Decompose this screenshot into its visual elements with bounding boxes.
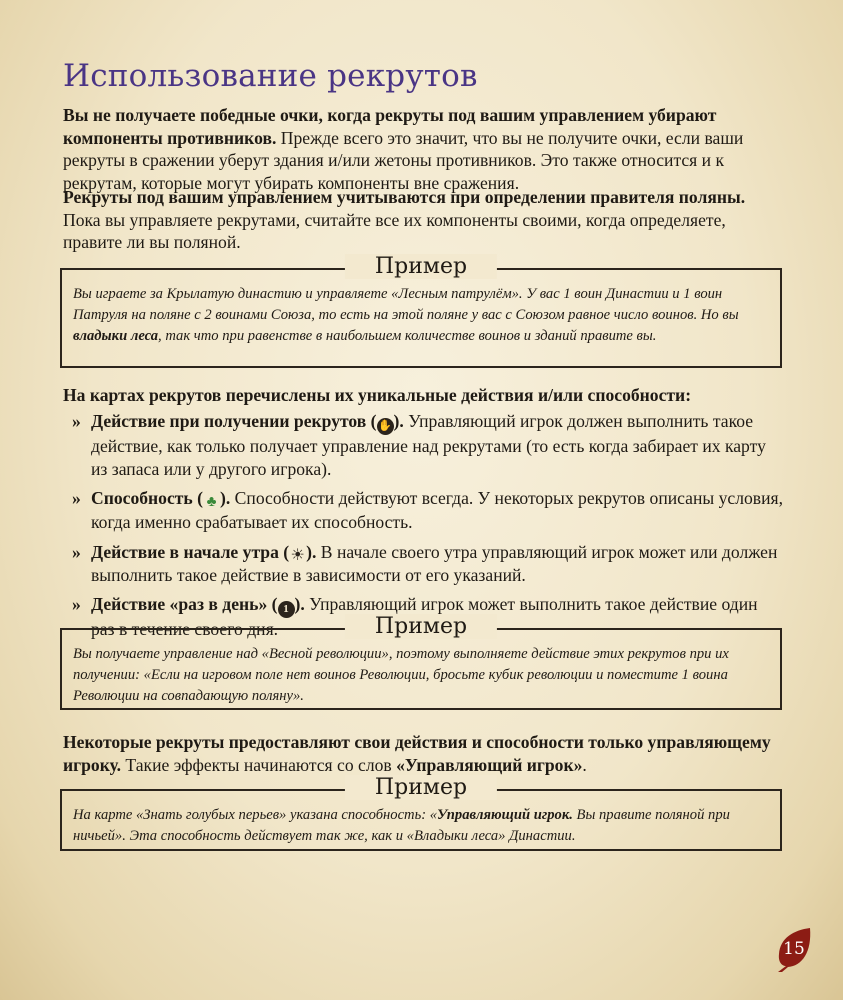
outro-paragraph: [63, 731, 783, 776]
example-1-text-b: , так что при равенстве в наибольшем количестве воинов и зданий правите вы.: [158, 327, 657, 344]
list-item-label: Способность (: [91, 488, 203, 508]
example-box-3: [60, 775, 782, 851]
list-item-label: Действие «раз в день» (: [91, 594, 278, 614]
list-item-label-end: ).: [220, 488, 231, 508]
example-box-1-text: [62, 270, 780, 354]
list-marker: »: [72, 541, 81, 562]
example-box-2-title: Пример: [345, 614, 497, 639]
tree-icon: ♣: [206, 494, 217, 510]
list-item-text: В начале своего утра управляющий игрок может или должен выполнить такое действие в зависимости от его указаний.: [91, 541, 778, 585]
list-marker: »: [72, 411, 81, 431]
list-item: [72, 410, 784, 480]
example-box-3-title: Пример: [345, 775, 497, 800]
once-per-day-icon: 1: [278, 601, 295, 618]
intro-paragraph-1-bold: Вы не получаете победные очки, когда рекруты под вашим управлением убирают компоненты противников.: [63, 105, 717, 148]
example-box-1: [60, 254, 782, 368]
hand-icon: ✋: [377, 418, 394, 435]
sunrise-icon: ☀: [290, 546, 305, 564]
list-item-text: Управляющий игрок должен выполнить такое действие, как только получает управление над рекрутами (то есть когда забирает их карту из запаса или у другого игрока).: [91, 411, 766, 479]
list-item-label: Действие в начале утра (: [91, 541, 290, 562]
list-heading: На картах рекрутов перечислены их уникальные действия и/или способности:: [63, 385, 692, 405]
outro-end: .: [582, 754, 587, 775]
intro-paragraph-2-text: Пока вы управляете рекрутами, считайте все их компоненты своими, когда определяете, правите ли вы поляной.: [63, 209, 726, 252]
list-item: [72, 487, 784, 534]
example-1-text-a: Вы играете за Крылатую династию и управляете «Лесным патрулём». У вас 1 воин Династии и 1 воин Патруля на поляне с 2 воинами Союза, то есть на этой поляне у вас с Союзом равное число воинов. Но вы: [73, 286, 739, 323]
example-box-3-text: [62, 791, 780, 855]
intro-paragraph-2-bold: Рекруты под вашим управлением учитываются при определении правителя поляны.: [63, 187, 746, 207]
example-box-1-title: Пример: [345, 254, 497, 279]
example-1-text-bold: владыки леса: [73, 327, 159, 344]
outro-text: Такие эффекты начинаются со слов: [121, 754, 397, 775]
intro-paragraph-2: [63, 186, 783, 254]
list-item-label-end: ).: [393, 411, 404, 431]
abilities-list: [72, 410, 784, 648]
list-item-label-end: ).: [294, 594, 305, 614]
list-item-text: Способности действуют всегда. У некоторых рекрутов описаны условия, когда именно срабатывает их способность.: [91, 488, 784, 532]
list-item-label: Действие при получении рекрутов (: [91, 411, 377, 431]
example-3-text-bold: Управляющий игрок.: [437, 807, 573, 823]
list-item: [72, 541, 784, 587]
example-3-text-b: Вы правите поляной при ничьей». Эта способность действует так же, как и «Владыки леса» Династии.: [73, 807, 730, 844]
page-number: 15: [783, 939, 805, 959]
example-3-text-a: На карте «Знать голубых перьев» указана способность: «: [73, 807, 438, 823]
page-title: Использование рекрутов: [63, 58, 478, 94]
intro-paragraph-1-text: Прежде всего это значит, что вы не получите очки, если ваши рекруты в сражении уберут здания и/или жетоны противников. Это также относится и к рекрутам, которые могут убирать компоненты вне сражения.: [63, 127, 744, 193]
list-item-text: Управляющий игрок может выполнить такое действие один раз в течение своего дня.: [91, 594, 758, 639]
outro-quote: «Управляющий игрок»: [396, 754, 583, 775]
outro-bold: Некоторые рекруты предоставляют свои действия и способности только управляющему игроку.: [63, 732, 771, 775]
intro-paragraph-1: [63, 104, 783, 194]
list-marker: »: [72, 488, 81, 508]
list-item-label-end: ).: [306, 541, 317, 562]
example-box-2-text: Вы получаете управление над «Весной революции», поэтому выполняете действие этих рекрутов при их получении: «Если на игровом поле нет воинов Революции, бросьте кубик революции и поместите 1 воина Революции на совпадающую поляну».: [73, 646, 729, 704]
list-marker: »: [72, 594, 81, 614]
